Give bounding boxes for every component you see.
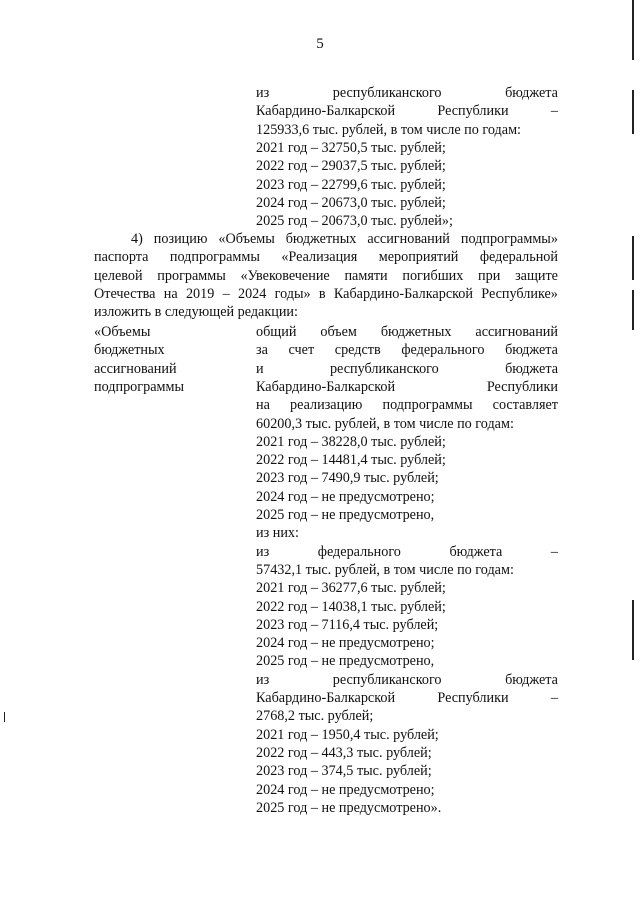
word: бюджетных xyxy=(285,231,357,247)
budget-text-line xyxy=(256,84,558,102)
word: ассигнований xyxy=(367,231,450,247)
word: – xyxy=(550,690,558,706)
allocation-text-line: из них: xyxy=(256,525,299,542)
word: объем xyxy=(320,324,357,340)
word: республиканского xyxy=(332,85,442,101)
allocation-text-line: 2021 год – 36277,6 тыс. рублей; xyxy=(256,580,446,597)
word: из xyxy=(256,85,270,101)
word: в xyxy=(318,285,326,302)
word: подпрограммы xyxy=(169,249,260,266)
allocation-text-line xyxy=(256,543,558,561)
word: из xyxy=(256,543,270,560)
word: бюджета xyxy=(505,671,558,688)
word: «Реализация xyxy=(281,249,358,266)
word: Республики xyxy=(437,103,509,120)
word: мероприятий xyxy=(378,249,459,266)
word: Кабардино-Балкарской xyxy=(256,103,396,120)
allocation-text-line: 57432,1 тыс. рублей, в том числе по годам: xyxy=(256,561,514,578)
allocation-text-line: 2022 год – 14481,4 тыс. рублей; xyxy=(256,452,446,469)
word: общий xyxy=(256,324,297,340)
position-label: подпрограммы xyxy=(94,378,184,395)
word: бюджета xyxy=(505,85,558,101)
word: Отечества xyxy=(94,285,156,302)
word: целевой xyxy=(94,267,143,284)
word: 2019 xyxy=(185,285,215,302)
word: федерального xyxy=(401,342,485,359)
allocation-text-line: 2022 год – 14038,1 тыс. рублей; xyxy=(256,598,446,615)
word: 2024 xyxy=(237,285,267,302)
word: Республики xyxy=(486,378,558,395)
budget-text-line: 2022 год – 29037,5 тыс. рублей; xyxy=(256,158,446,175)
word: защите xyxy=(515,267,558,284)
allocation-text-line: 2024 год – не предусмотрено; xyxy=(256,635,435,652)
word: подпрограммы xyxy=(382,397,473,414)
word: бюджета xyxy=(505,342,558,359)
allocation-text-line: 2025 год – не предусмотрено, xyxy=(256,653,435,670)
word: Кабардино-Балкарской xyxy=(256,690,396,706)
word: счет xyxy=(288,342,315,359)
allocation-text-line: 2768,2 тыс. рублей; xyxy=(256,708,374,725)
allocation-text-line: 2022 год – 443,3 тыс. рублей; xyxy=(256,744,432,761)
budget-text-line: 2023 год – 22799,6 тыс. рублей; xyxy=(256,176,446,193)
word: «Увековечение xyxy=(240,267,330,284)
word: на xyxy=(163,285,178,302)
word: памяти xyxy=(344,267,388,284)
paragraph-line xyxy=(131,230,558,248)
allocation-text-line: 2021 год – 1950,4 тыс. рублей; xyxy=(256,726,439,743)
page-number: 5 xyxy=(316,36,324,52)
word: погибших xyxy=(402,267,464,284)
word: – xyxy=(222,285,230,302)
word: федеральной xyxy=(479,249,558,266)
allocation-text-line: 2023 год – 374,5 тыс. рублей; xyxy=(256,763,432,780)
word: годы» xyxy=(274,285,311,302)
budget-text-line xyxy=(256,102,558,120)
allocation-text-line xyxy=(256,378,558,396)
word: республиканского xyxy=(332,671,442,688)
word: средств xyxy=(334,342,381,359)
paragraph-line: изложить в следующей редакции: xyxy=(94,304,298,321)
allocation-text-line: 2024 год – не предусмотрено; xyxy=(256,781,435,798)
allocation-text-line: 2023 год – 7116,4 тыс. рублей; xyxy=(256,616,439,633)
paragraph-line xyxy=(94,267,558,285)
word: федерального xyxy=(317,543,401,560)
word: паспорта xyxy=(94,249,149,266)
word: из xyxy=(256,671,270,688)
allocation-text-line xyxy=(256,671,558,689)
word: позицию xyxy=(153,231,208,247)
budget-text-line: 2021 год – 32750,5 тыс. рублей; xyxy=(256,139,446,156)
paragraph-line xyxy=(94,285,558,303)
allocation-text-line xyxy=(256,396,558,414)
allocation-text-line xyxy=(256,689,558,707)
position-label: бюджетных xyxy=(94,342,165,359)
word: на xyxy=(256,397,270,414)
word: Кабардино-Балкарской xyxy=(256,378,396,395)
word: – xyxy=(550,543,558,560)
word: и xyxy=(256,360,264,377)
word: за xyxy=(256,342,268,359)
budget-text-line: 2024 год – 20673,0 тыс. рублей; xyxy=(256,194,446,211)
allocation-text-line: 2023 год – 7490,9 тыс. рублей; xyxy=(256,470,439,487)
word: Республике» xyxy=(481,285,558,302)
scan-mark xyxy=(4,712,5,722)
position-label: ассигнований xyxy=(94,360,177,377)
word: «Объемы xyxy=(218,231,275,247)
word: республиканского xyxy=(329,360,439,377)
word: Республики xyxy=(437,690,509,706)
scan-mark xyxy=(632,236,634,280)
allocation-text-line: 2024 год – не предусмотрено; xyxy=(256,488,435,505)
word: реализацию xyxy=(290,397,363,414)
allocation-text-line xyxy=(256,323,558,341)
allocation-text-line: 2021 год – 38228,0 тыс. рублей; xyxy=(256,433,446,450)
allocation-text-line xyxy=(256,360,558,378)
scan-mark xyxy=(632,290,634,330)
word: Кабардино-Балкарской xyxy=(333,285,473,302)
allocation-text-line xyxy=(256,341,558,359)
scan-mark xyxy=(632,0,634,60)
word: составляет xyxy=(492,397,558,414)
word: при xyxy=(478,267,501,284)
word: программы xyxy=(157,267,226,284)
scan-mark xyxy=(632,600,634,660)
allocation-text-line: 60200,3 тыс. рублей, в том числе по годам: xyxy=(256,415,514,432)
position-label: «Объемы xyxy=(94,324,151,340)
word: бюджета xyxy=(449,543,503,560)
allocation-text-line: 2025 год – не предусмотрено, xyxy=(256,507,435,523)
word: бюджета xyxy=(505,360,558,377)
paragraph-line xyxy=(94,248,558,266)
word: бюджетных xyxy=(380,324,452,340)
allocation-text-line: 2025 год – не предусмотрено». xyxy=(256,799,442,816)
budget-text-line: 125933,6 тыс. рублей, в том числе по годам: xyxy=(256,121,521,138)
word: подпрограммы» xyxy=(460,231,558,247)
scan-mark xyxy=(632,90,634,134)
word: 4) xyxy=(131,231,143,247)
word: ассигнований xyxy=(475,324,558,340)
budget-text-line: 2025 год – 20673,0 тыс. рублей»; xyxy=(256,213,453,230)
word: – xyxy=(550,103,558,120)
